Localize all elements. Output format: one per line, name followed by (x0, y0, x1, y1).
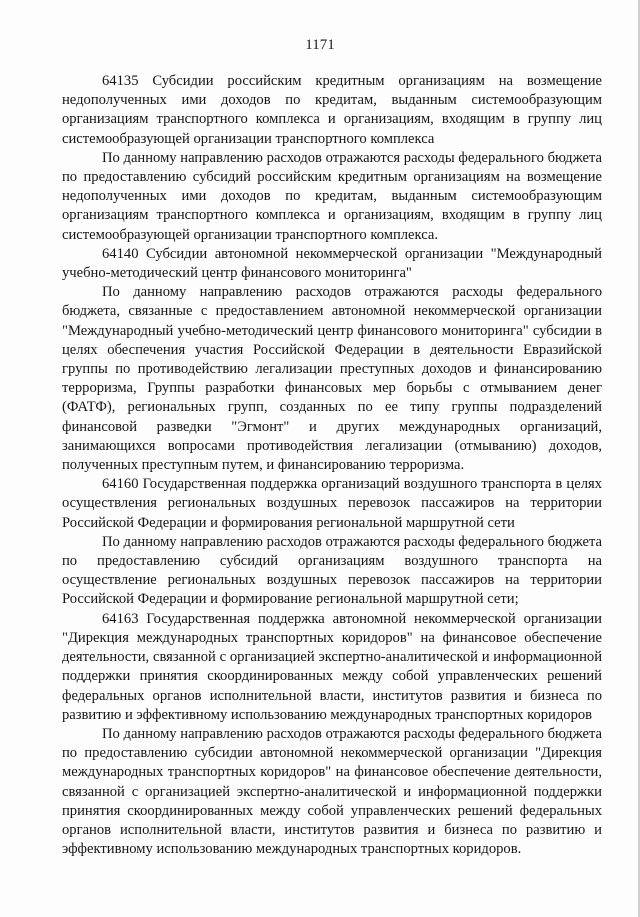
document-body (62, 72, 602, 859)
paragraph-64140-description: По данному направлению расходов отражаются расходы федерального бюджета, связанные с предоставлением автономной некоммерческой организации "Международный учебно-методический центр финансового мониторинга" субсидии в целях обеспечения участия Российской Федерации в деятельности Евразийской группы по противодействию легализации преступных доходов и финансированию терроризма, Группы разработки финансовых мер борьбы с отмыванием денег (ФАТФ), региональных групп, созданных по ее типу группы подразделений финансовой разведки "Эгмонт" и других международных организаций, занимающихся вопросами противодействия легализации (отмыванию) доходов, полученных преступным путем, и финансированию терроризма. (62, 284, 602, 474)
paragraph-64135-description: По данному направлению расходов отражаются расходы федерального бюджета по предоставлению субсидий российским кредитным организациям на возмещение недополученных ими доходов по кредитам, выданным системообразующим организациям транспортного комплекса и организациям, входящим в группу лиц системообразующей организации транспортного комплекса. (62, 149, 602, 243)
paragraph-64140-heading: 64140 Субсидии автономной некоммерческой организации "Международный учебно-методический центр финансового мониторинга" (62, 245, 602, 282)
paragraph-64135-heading: 64135 Субсидии российским кредитным организациям на возмещение недополученных ими доходов по кредитам, выданным системообразующим организациям транспортного комплекса и организациям, входящим в группу лиц системообразующей организации транспортного комплекса (62, 73, 602, 147)
paragraph-64160-heading: 64160 Государственная поддержка организаций воздушного транспорта в целях осуществления региональных воздушных перевозок пассажиров на территории Российской Федерации и формирования региональной маршрутной сети (62, 476, 602, 531)
paragraph-64163-heading: 64163 Государственная поддержка автономной некоммерческой организации "Дирекция международных транспортных коридоров" на финансовое обеспечение деятельности, связанной с организацией экспертно-аналитической и информационной поддержки принятия скоординированных между собой управленческих решений федеральных органов исполнительной власти, институтов развития и бизнеса по развитию и эффективному использованию международных транспортных коридоров (62, 610, 602, 723)
paragraph-64163-description: По данному направлению расходов отражаются расходы федерального бюджета по предоставлению субсидии автономной некоммерческой организации "Дирекция международных транспортных коридоров" на финансовое обеспечение деятельности, связанной с организацией экспертно-аналитической и информационной поддержки принятия скоординированных между собой управленческих решений федеральных органов исполнительной власти, институтов развития и бизнеса по развитию и эффективному использованию международных транспортных коридоров. (62, 725, 602, 858)
page-number: 1171 (305, 37, 335, 53)
paragraph-64160-description: По данному направлению расходов отражаются расходы федерального бюджета по предоставлению субсидий организациям воздушного транспорта на осуществление региональных воздушных перевозок пассажиров на территории Российской Федерации и формирование региональной маршрутной сети; (62, 533, 602, 608)
